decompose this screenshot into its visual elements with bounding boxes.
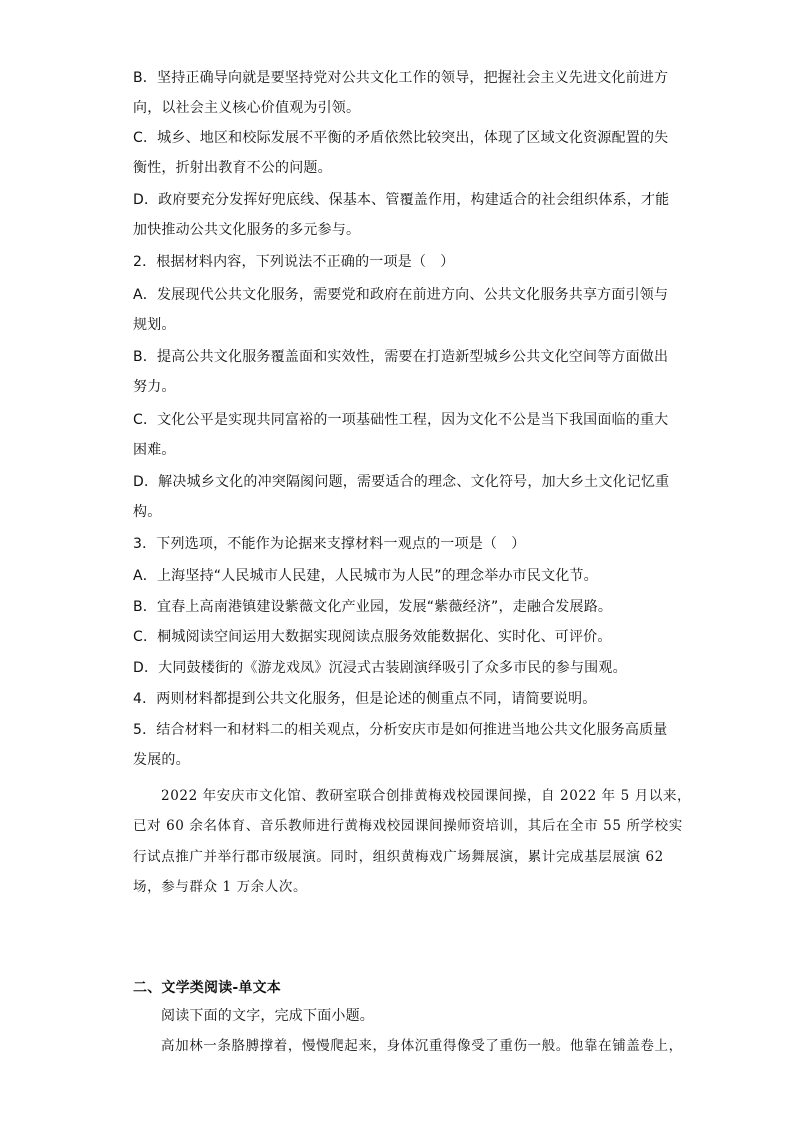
q2-option-d-line2: 构。	[133, 504, 162, 520]
q5-stem-line2: 发展的。	[133, 752, 190, 768]
q3-option-c: C．桐城阅读空间运用大数据实现阅读点服务效能数据化、实时化、可评价。	[133, 629, 612, 645]
q2-option-d-line1: D．解决城乡文化的冲突隔阂问题，需要适合的理念、文化符号，加大乡土文化记忆重	[133, 474, 670, 490]
q3-stem: 3．下列选项，不能作为论据来支撑材料一观点的一项是（ ）	[133, 536, 526, 552]
q1-option-c-line1: C．城乡、地区和校际发展不平衡的矛盾依然比较突出，体现了区域文化资源配置的失	[133, 130, 669, 146]
q3-option-a: A．上海坚持“人民城市人民建，人民城市为人民”的理念举办市民文化节。	[133, 568, 598, 584]
q1-option-b-line2: 向，以社会主义核心价值观为引领。	[133, 100, 361, 116]
section-heading: 二、文学类阅读-单文本	[133, 980, 282, 996]
material-line-1: 2022 年安庆市文化馆、教研室联合创排黄梅戏校园课间操，自 2022 年 5 月以来，	[161, 788, 692, 804]
q2-option-a-line2: 规划。	[133, 317, 176, 333]
q3-option-d: D．大同鼓楼街的《游龙戏凤》沉浸式古装剧演绎吸引了众多市民的参与围观。	[133, 660, 627, 676]
q3-option-b: B．宜春上高南港镇建设紫薇文化产业园，发展“紫薇经济”，走融合发展路。	[133, 599, 613, 615]
q1-option-b-line1: B．坚持正确导向就是要坚持党对公共文化工作的领导，把握社会主义先进文化前进方	[133, 70, 669, 86]
passage-line-1: 高加林一条胳膊撑着，慢慢爬起来，身体沉重得像受了重伤一般。他靠在铺盖卷上，	[161, 1038, 683, 1054]
q1-option-c-line2: 衡性，折射出教育不公的问题。	[133, 160, 332, 176]
q1-option-d-line2: 加快推动公共文化服务的多元参与。	[133, 222, 361, 238]
q2-stem: 2．根据材料内容，下列说法不正确的一项是（ ）	[133, 254, 455, 270]
q2-option-a-line1: A．发展现代公共文化服务，需要党和政府在前进方向、公共文化服务共享方面引领与	[133, 287, 669, 303]
q4-stem: 4．两则材料都提到公共文化服务，但是论述的侧重点不同，请简要说明。	[133, 691, 597, 707]
q2-option-c-line1: C．文化公平是实现共同富裕的一项基础性工程，因为文化不公是当下我国面临的重大	[133, 412, 669, 428]
q1-option-d-line1: D．政府要充分发挥好兜底线、保基本、管覆盖作用，构建适合的社会组织体系，才能	[133, 192, 670, 208]
q2-option-c-line2: 困难。	[133, 442, 176, 458]
material-line-4: 场，参与群众 1 万余人次。	[133, 879, 308, 895]
material-line-3: 行试点推广并举行郡市级展演。同时，组织黄梅戏广场舞展演，累计完成基层展演 62	[133, 849, 664, 865]
material-line-2: 已对 60 余名体育、音乐教师进行黄梅戏校园课间操师资培训，其后在全市 55 所学校实	[133, 818, 683, 834]
q2-option-b-line2: 努力。	[133, 379, 176, 395]
section-instruction: 阅读下面的文字，完成下面小题。	[161, 1008, 374, 1024]
q5-stem-line1: 5．结合材料一和材料二的相关观点，分析安庆市是如何推进当地公共文化服务高质量	[133, 722, 668, 738]
q2-option-b-line1: B．提高公共文化服务覆盖面和实效性，需要在打造新型城乡公共文化空间等方面做出	[133, 349, 669, 365]
